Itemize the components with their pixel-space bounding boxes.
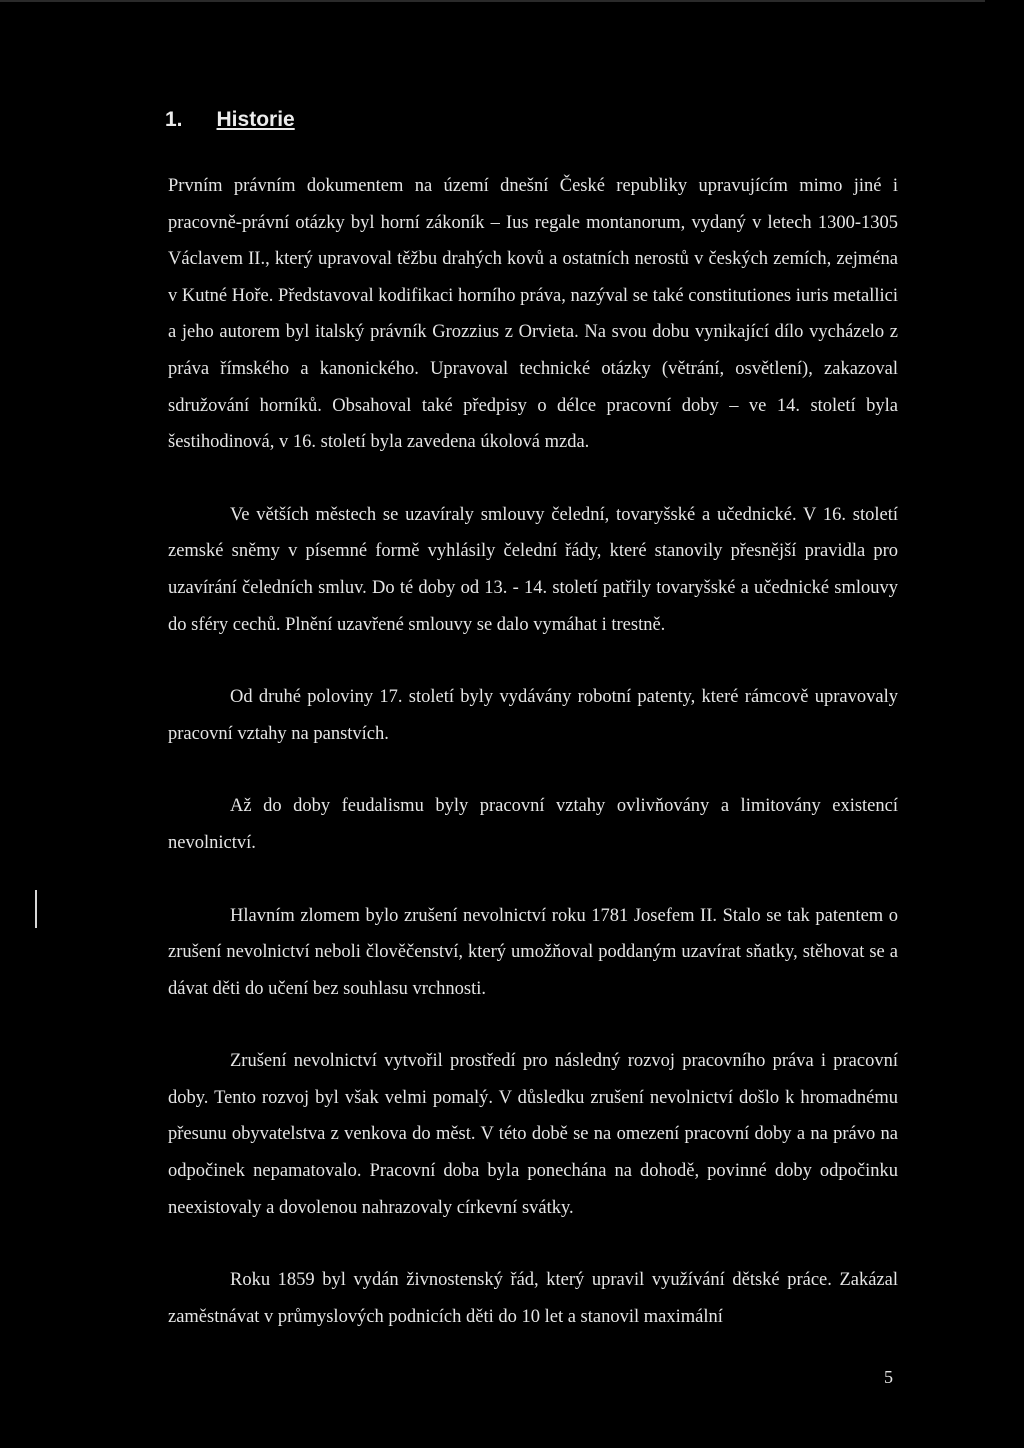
scan-top-edge bbox=[0, 0, 985, 2]
paragraph-4: Až do doby feudalismu byly pracovní vztahy ovlivňovány a limitovány existencí nevolnictví. bbox=[168, 796, 898, 853]
section-title: Historie bbox=[216, 108, 295, 131]
page-number: 5 bbox=[884, 1367, 893, 1387]
paragraph-1: Prvním právním dokumentem na území dnešní České republiky upravujícím mimo jiné i pracovně-právní otázky byl horní zákoník – Ius regale montanorum, vydaný v letech 1300-1305 Václavem II., který upravoval těžbu drahých kovů a ostatních nerostů v českých zemích, zejména v Kutné Hoře. Představoval kodifikaci horního práva, nazýval se také constitutiones iuris metallici a jeho autorem byl italský právník Grozzius z Orvieta. Na svou dobu vynikající dílo vycházelo z práva římského a kanonického. Upravoval technické otázky (větrání, osvětlení), zakazoval sdružování horníků. Obsahoval také předpisy o délce pracovní doby – ve 14. století byla šestihodinová, v 16. století byla zavedena úkolová mzda. bbox=[168, 176, 898, 453]
paragraph-3: Od druhé poloviny 17. století byly vydávány robotní patenty, které rámcově upravovaly pracovní vztahy na panstvích. bbox=[168, 687, 898, 744]
document-body bbox=[168, 168, 898, 1371]
paragraph-7: Roku 1859 byl vydán živnostenský řád, který upravil využívání dětské práce. Zakázal zaměstnávat v průmyslových podnicích děti do 10 let a stanovil maximální bbox=[168, 1270, 898, 1327]
paragraph-5: Hlavním zlomem bylo zrušení nevolnictví roku 1781 Josefem II. Stalo se tak patentem o zrušení nevolnictví neboli člověčenství, který umožňoval poddaným uzavírat sňatky, stěhovat se a dávat děti do učení bez souhlasu vrchnosti. bbox=[168, 905, 898, 999]
paragraph-2: Ve větších městech se uzavíraly smlouvy čelední, tovaryšské a učednické. V 16. století zemské sněmy v písemné formě vyhlásily čelední řády, které stanovily přesnější pravidla pro uzavírání čeledních smluv. Do té doby od 13. - 14. století patřily tovaryšské a učednické smlouvy do sféry cechů. Plnění uzavřené smlouvy se dalo vymáhat i trestně. bbox=[168, 504, 898, 635]
section-number: 1. bbox=[165, 108, 183, 131]
margin-mark bbox=[35, 890, 37, 928]
section-heading bbox=[165, 108, 295, 132]
paragraph-6: Zrušení nevolnictví vytvořil prostředí pro následný rozvoj pracovního práva i pracovní doby. Tento rozvoj byl však velmi pomalý. V důsledku zrušení nevolnictví došlo k hromadnému přesunu obyvatelstva z venkova do měst. V této době se na omezení pracovní doby a na právo na odpočinek nepamatovalo. Pracovní doba byla ponechána na dohodě, povinné doby odpočinku neexistovaly a dovolenou nahrazovaly církevní svátky. bbox=[168, 1051, 898, 1218]
